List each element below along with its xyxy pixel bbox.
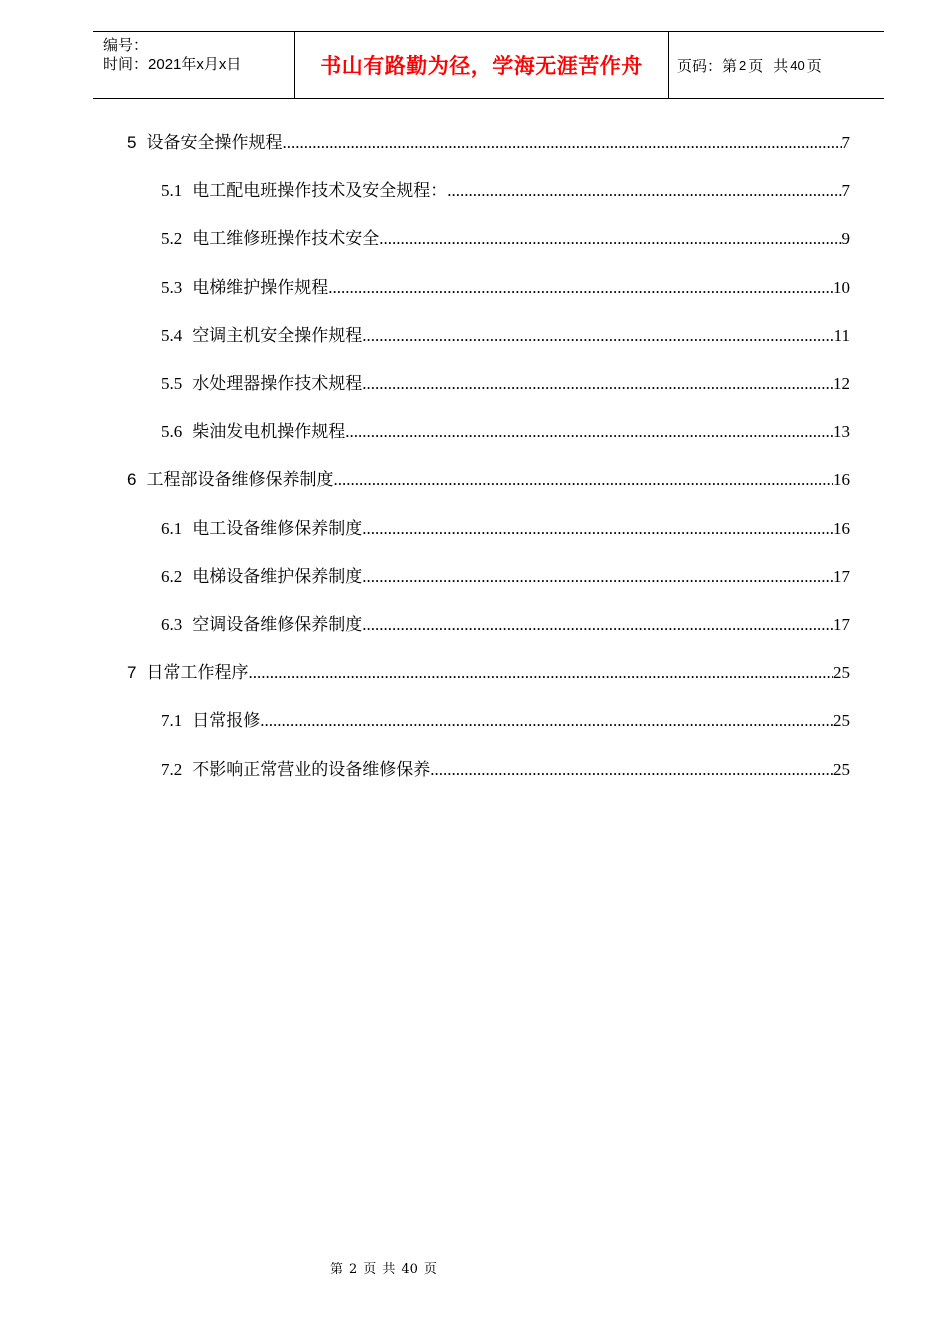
- toc-entry-page: 13: [833, 422, 850, 441]
- toc-entry-title: 电工维修班操作技术安全: [192, 229, 380, 249]
- header-page-current: 2: [739, 57, 747, 73]
- toc-entry-number: 5.3: [161, 278, 183, 297]
- toc-entry-title: 工程部设备维修保养制度: [146, 470, 334, 490]
- header-page-unit: 页: [748, 57, 764, 75]
- toc-entry-page: 17: [833, 615, 850, 634]
- document-number-label: 编号：: [103, 37, 149, 54]
- footer-total: 40: [401, 1262, 418, 1277]
- footer-unit: 页: [363, 1262, 377, 1277]
- toc-entry[interactable]: [161, 180, 850, 202]
- toc-entry-number: 5.5: [161, 374, 183, 393]
- toc-entry-number: 5.1: [161, 181, 183, 200]
- toc-entry-title: 柴油发电机操作规程: [192, 422, 346, 442]
- toc-leader-dots: [362, 518, 833, 540]
- footer-total-unit: 页: [423, 1262, 437, 1277]
- toc-leader-dots: [447, 180, 841, 202]
- time-day-unit: 日: [226, 56, 242, 73]
- toc-entry-title: 设备安全操作规程: [146, 133, 283, 153]
- toc-entry-title: 日常报修: [192, 711, 261, 731]
- time-month-unit: 月: [203, 56, 219, 73]
- toc-leader-dots: [362, 373, 833, 395]
- toc-entry-number: 6.1: [161, 519, 183, 538]
- toc-entry[interactable]: [161, 421, 850, 443]
- toc-leader-dots: [333, 469, 833, 491]
- toc-entry[interactable]: [161, 325, 850, 347]
- footer-current: 2: [349, 1262, 358, 1277]
- toc-entry-number: 7.2: [161, 760, 183, 779]
- toc-entry-number: 6.2: [161, 567, 183, 586]
- footer-prefix: 第: [330, 1262, 344, 1277]
- toc-entry-title: 空调主机安全操作规程: [192, 326, 363, 346]
- toc-entry-page: 25: [833, 760, 850, 779]
- footer-total-label: 共: [382, 1262, 396, 1277]
- toc-entry[interactable]: [161, 518, 850, 540]
- toc-entry-title: 日常工作程序: [146, 663, 249, 683]
- toc-entry-title: 电工配电班操作技术及安全规程：: [192, 181, 448, 201]
- toc-entry[interactable]: [127, 132, 850, 154]
- toc-leader-dots: [362, 325, 833, 347]
- toc-entry-page: 16: [833, 470, 850, 489]
- page-footer: [0, 1258, 950, 1277]
- toc-leader-dots: [345, 421, 833, 443]
- toc-entry-page: 10: [833, 278, 850, 297]
- toc-leader-dots: [260, 710, 833, 732]
- document-time-label: 时间：: [103, 56, 149, 73]
- header-meta-cell: [93, 32, 295, 98]
- toc-entry[interactable]: [161, 614, 850, 636]
- toc-leader-dots: [248, 662, 833, 684]
- toc-entry-page: 25: [833, 711, 850, 730]
- header-page-total-label: 共: [773, 57, 789, 75]
- toc-entry-page: 7: [841, 133, 850, 152]
- header-page-total-unit: 页: [806, 57, 822, 75]
- time-day: x: [218, 56, 227, 73]
- toc-entry-title: 不影响正常营业的设备维修保养: [192, 760, 431, 780]
- toc-entry-title: 电梯维护操作规程: [192, 278, 329, 298]
- toc-entry-number: 7.1: [161, 711, 183, 730]
- toc-entry-page: 9: [841, 229, 850, 248]
- time-year: 2021: [148, 56, 182, 73]
- toc-entry-page: 11: [833, 326, 850, 345]
- toc-entry-number: 5.6: [161, 422, 183, 441]
- toc-leader-dots: [362, 566, 833, 588]
- toc-entry-title: 电梯设备维护保养制度: [192, 567, 363, 587]
- toc-entry[interactable]: [161, 710, 850, 732]
- document-number: [103, 36, 294, 55]
- toc-entry-number: 5.2: [161, 229, 183, 248]
- toc-entry-page: 7: [841, 181, 850, 200]
- toc-entry-number: 5: [127, 133, 137, 152]
- toc-entry-number: 6.3: [161, 615, 183, 634]
- toc-entry[interactable]: [161, 566, 850, 588]
- toc-entry-title: 电工设备维修保养制度: [192, 519, 363, 539]
- header-motto: 书山有路勤为径，学海无涯苦作舟: [295, 32, 669, 98]
- toc-entry-number: 5.4: [161, 326, 183, 345]
- toc-entry-number: 7: [127, 663, 137, 682]
- header-page-label: 页码：第: [677, 57, 738, 75]
- header-page-total: 40: [790, 57, 805, 73]
- toc-entry-number: 6: [127, 470, 137, 489]
- toc-leader-dots: [362, 614, 833, 636]
- toc-leader-dots: [430, 759, 833, 781]
- toc-entry-page: 25: [833, 663, 850, 682]
- time-month: x: [196, 56, 204, 73]
- toc-leader-dots: [328, 277, 833, 299]
- toc-entry-page: 16: [833, 519, 850, 538]
- toc-entry-title: 空调设备维修保养制度: [192, 615, 363, 635]
- time-year-unit: 年: [181, 56, 197, 73]
- header-page-info: [669, 32, 884, 98]
- toc-entry[interactable]: [161, 277, 850, 299]
- page-header: [93, 31, 884, 99]
- toc-leader-dots: [379, 228, 841, 250]
- toc-entry[interactable]: [161, 228, 850, 250]
- toc-entry-page: 12: [833, 374, 850, 393]
- toc-entry[interactable]: [161, 373, 850, 395]
- toc-entry[interactable]: [161, 759, 850, 781]
- toc-entry[interactable]: [127, 662, 850, 684]
- toc-entry-page: 17: [833, 567, 850, 586]
- toc-leader-dots: [282, 132, 841, 154]
- toc-entry-title: 水处理器操作技术规程: [192, 374, 363, 394]
- document-time: [103, 55, 294, 74]
- toc-entry[interactable]: [127, 469, 850, 491]
